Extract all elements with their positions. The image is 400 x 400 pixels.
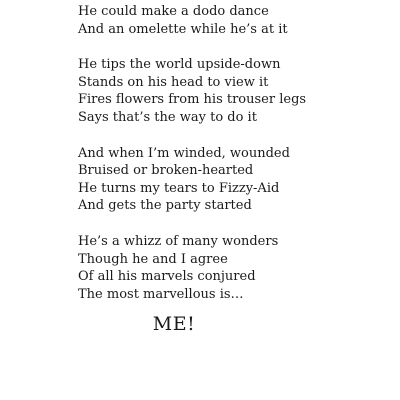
poem xyxy=(78,3,378,321)
stanza-1 xyxy=(78,3,378,38)
poem-line: He’s a whizz of many wonders xyxy=(78,233,279,249)
poem-line: He could make a dodo dance xyxy=(78,4,269,19)
stanza-4 xyxy=(78,233,378,303)
poem-line: And an omelette while he’s at it xyxy=(78,21,288,37)
poem-line: And when I’m winded, wounded xyxy=(78,145,290,161)
poem-line: Bruised or broken-hearted xyxy=(78,163,254,179)
poem-line: Stands on his head to view it xyxy=(78,74,269,90)
poem-line: He turns my tears to Fizzy-Aid xyxy=(78,180,280,196)
poem-line: Of all his marvels conjured xyxy=(78,269,256,285)
poem-line: The most marvellous is… xyxy=(78,286,244,302)
stanza-3 xyxy=(78,145,378,215)
poem-line: And gets the party started xyxy=(78,198,252,214)
poem-line: He tips the world upside-down xyxy=(78,57,281,73)
poem-final-line: ME! xyxy=(152,313,196,335)
poem-line: Though he and I agree xyxy=(78,251,228,267)
poem-line: Says that’s the way to do it xyxy=(78,109,257,125)
stanza-2 xyxy=(78,56,378,126)
poem-line: Fires flowers from his trouser legs xyxy=(78,92,307,108)
